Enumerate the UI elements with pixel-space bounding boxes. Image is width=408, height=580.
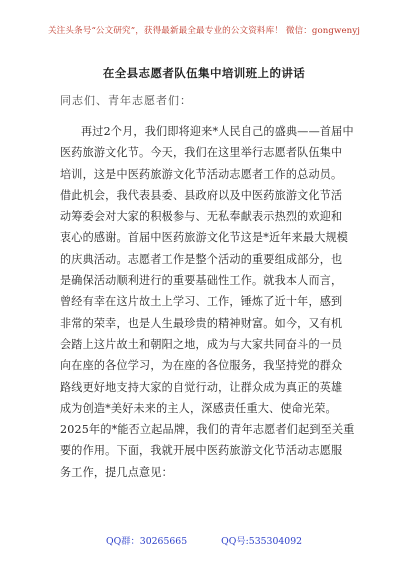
body-line: 动筹委会对大家的积极参与、无私奉献表示热烈的欢迎和 — [60, 210, 343, 224]
body-line: 路线更好地支持大家的自觉行动，让群众成为真正的英雄 — [60, 380, 343, 394]
body-line: 借此机会，我代表县委、县政府以及中医药旅游文化节活 — [60, 188, 343, 202]
body-line: 要的作用。下面，我就开展中医药旅游文化节活动志愿服 — [60, 444, 343, 458]
document-body — [60, 121, 360, 483]
body-line: 曾经有幸在这片故土上学习、工作，锤炼了近十年，感到 — [60, 295, 343, 309]
body-line: 再过2个月，我们即将迎来*人民自己的盛典——首届中 — [81, 125, 354, 138]
footer-qq-group: QQ群：30265665 — [105, 536, 188, 547]
body-line: 向在座的各位学习，为在座的各位服务，我坚持党的群众 — [60, 359, 343, 373]
body-line: 培训，这是中医药旅游文化节活动志愿者工作的总动员。 — [60, 167, 343, 181]
header-promo-note: 关注头条号“公文研究”，获得最新最全最专业的公文资料库！ 微信：gongwenyj — [47, 26, 361, 36]
document-salutation: 同志们、青年志愿者们： — [60, 94, 192, 107]
body-line: 的庆典活动。志愿者工作是整个活动的重要组成部分，也 — [60, 252, 343, 266]
body-line: 衷心的感谢。首届中医药旅游文化节这是*近年来最大规模 — [60, 231, 349, 245]
body-line: 是确保活动顺利进行的重要基础性工作。就我本人而言， — [60, 274, 343, 288]
footer-contact — [0, 533, 408, 547]
body-line: 成为创造*美好未来的主人，深感责任重大、使命光荣。 — [60, 401, 337, 415]
body-line: 非常的荣幸，也是人生最珍贵的精神财富。如今，又有机 — [60, 316, 343, 330]
body-line: 2025年的*能否立起品牌，我们的青年志愿者们起到至关重 — [60, 423, 355, 437]
body-line: 会踏上这片故土和朝阳之地，成为与大家共同奋斗的一员 — [60, 337, 343, 351]
footer-qq-number: QQ号:535304092 — [221, 536, 303, 547]
body-line: 务工作，提几点意见： — [60, 465, 173, 479]
document-title: 在全县志愿者队伍集中培训班上的讲话 — [102, 66, 306, 80]
body-line: 医药旅游文化节。今天，我们在这里举行志愿者队伍集中 — [60, 146, 343, 160]
